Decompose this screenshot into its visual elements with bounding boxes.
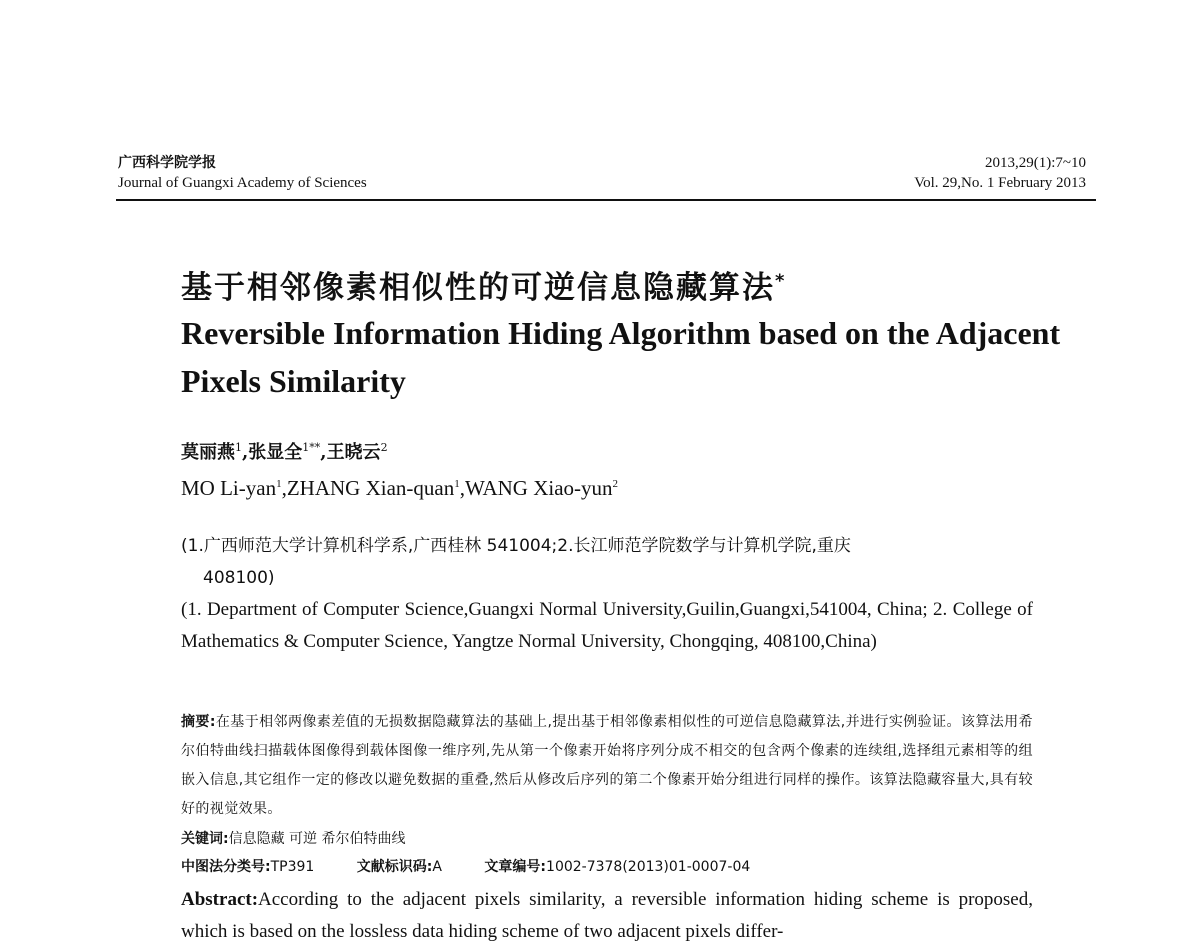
journal-volume-issue: Vol. 29,No. 1 February 2013 [914, 175, 1086, 191]
author-en: MO Li-yan [181, 476, 277, 500]
abstract-en [181, 884, 1033, 948]
affiliation-cn-line1: (1.广西师范大学计算机科学系,广西桂林 541004;2.长江师范学院数学与计算机学院,重庆 [181, 536, 851, 556]
title-cn-text: 基于相邻像素相似性的可逆信息隐藏算法 [181, 270, 775, 306]
author-separator: , [459, 476, 465, 500]
document-code-value: A [432, 859, 442, 875]
author-en: ZHANG Xian-quan [286, 476, 455, 500]
keywords-label: 关键词: [181, 831, 229, 847]
author-separator: , [281, 476, 287, 500]
author-affil-mark: 2 [612, 478, 619, 490]
author-cn: 张显全 [248, 442, 303, 463]
article-number [484, 856, 750, 878]
author-affil-mark: 1 [276, 478, 282, 490]
clc-value: TP391 [270, 859, 315, 875]
clc-number [181, 856, 314, 878]
author-affil-mark: 1** [302, 441, 321, 454]
journal-name-en: Journal of Guangxi Academy of Sciences [118, 175, 367, 191]
abstract-en-text: According to the adjacent pixels similarity, a reversible information hiding scheme is proposed, which is based on the lossless data hiding scheme of two adjacent pixels differ- [181, 889, 1033, 942]
author-affil-mark: 2 [380, 441, 388, 454]
document-code-label: 文献标识码: [356, 859, 433, 875]
document-code [357, 856, 442, 878]
author-cn: 王晓云 [326, 442, 381, 463]
journal-citation: 2013,29(1):7~10 [984, 155, 1086, 171]
article-number-label: 文章编号: [484, 859, 547, 875]
journal-header-left [118, 153, 367, 193]
author-affil-mark: 1 [454, 478, 460, 490]
title-cn [181, 262, 786, 307]
abstract-cn [181, 708, 1033, 824]
title-footnote-mark: * [775, 270, 787, 292]
authors-cn [181, 438, 388, 464]
abstract-en-label: Abstract: [181, 889, 259, 910]
journal-header-right [914, 153, 1086, 193]
header-rule [116, 199, 1096, 201]
journal-name-cn: 广西科学院学报 [118, 155, 216, 171]
author-separator: , [320, 442, 327, 463]
abstract-cn-text: 在基于相邻两像素差值的无损数据隐藏算法的基础上,提出基于相邻像素相似性的可逆信息隐藏算法,并进行实例验证。该算法用希尔伯特曲线扫描载体图像得到载体图像一维序列,先从第一个像素开始将序列分成不相交的包含两个像素的连续组,选择组元素相等的组嵌入信息,其它组作一定的修改以避免数据的重叠,然后从修改后序列的第二个像素开始分组进行同样的操作。该算法隐藏容量大,具有较好的视觉效果。 [181, 714, 1033, 817]
abstract-cn-label: 摘要: [181, 714, 216, 730]
keywords [181, 828, 406, 850]
author-cn: 莫丽燕 [181, 442, 235, 463]
author-separator: , [242, 442, 249, 463]
classification-row [181, 856, 788, 878]
clc-label: 中图法分类号: [181, 859, 271, 875]
affiliation-cn [181, 530, 1041, 594]
affiliation-cn-line2: 408100) [203, 568, 275, 588]
title-en: Reversible Information Hiding Algorithm based on the Adjacent Pixels Similarity [181, 315, 1061, 399]
affiliation-en: (1. Department of Computer Science,Guangxi Normal University,Guilin,Guangxi,541004, China; 2. College of Mathematics & Computer Science, Yangtze Normal University, Chongqing, 408100,China) [181, 599, 1033, 652]
author-affil-mark: 1 [235, 441, 242, 454]
authors-en [181, 476, 618, 501]
article-number-value: 1002-7378(2013)01-0007-04 [546, 859, 751, 875]
keywords-text: 信息隐藏 可逆 希尔伯特曲线 [228, 831, 406, 847]
author-en: WANG Xiao-yun [464, 476, 613, 500]
